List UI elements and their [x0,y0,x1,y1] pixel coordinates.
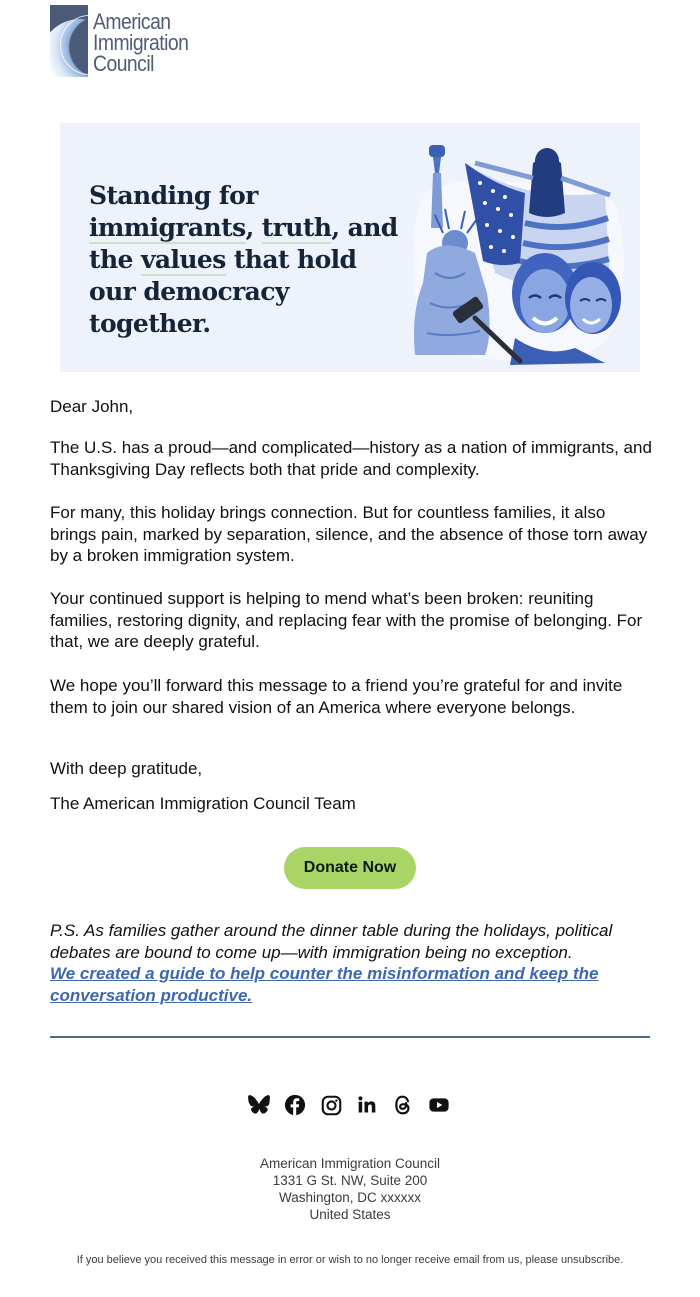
headline-emphasis-values: values [140,245,226,274]
headline-emphasis-truth: truth [261,213,332,242]
logo-line-1: American [93,9,171,34]
threads-icon[interactable] [392,1093,414,1117]
section-divider [50,1036,650,1038]
footer-street: 1331 G St. NW, Suite 200 [272,1173,428,1188]
body-paragraph: Your continued support is helping to mend what’s been broken: reuniting families, restoring dignity, and replacing fear with the promise of belonging. For that, we are deeply grateful. [50,589,643,651]
body-paragraph: The U.S. has a proud—and complicated—history as a nation of immigrants, and Thanksgiving Day reflects both that pride and complexity. [50,438,652,479]
closing: With deep gratitude, [50,759,203,778]
footer-city: Washington, DC xxxxxx [278,1190,422,1205]
body-paragraph: We hope you’ll forward this message to a friend you’re grateful for and invite them to join our shared vision of an America where everyone belongs. [50,676,623,717]
logo-line-2: Immigration [93,30,189,55]
headline-text: , and the [89,213,398,274]
postscript-text: P.S. As families gather around the dinner table during the holidays, political debates are bound to come up—with immigration being no exception. [50,921,613,962]
logo-mark-icon [50,5,88,77]
postscript [50,920,655,1006]
donate-now-button[interactable]: Donate Now [284,847,416,889]
logo-wordmark [93,11,201,77]
unsubscribe-notice [70,1253,630,1267]
hero-collage-image [405,133,630,368]
hero-banner [60,123,640,372]
instagram-icon[interactable] [320,1093,342,1117]
youtube-icon[interactable] [428,1093,450,1117]
bluesky-icon[interactable] [248,1093,270,1117]
footer-org-name: American Immigration Council [259,1156,441,1171]
headline-text: , [245,213,262,242]
linkedin-icon[interactable] [356,1093,378,1117]
footer-country: United States [309,1207,391,1222]
headline-text: Standing for [89,181,258,210]
unsubscribe-link[interactable]: unsubscribe. [560,1254,624,1266]
greeting: Dear John, [50,397,134,416]
body-paragraph: For many, this holiday brings connection. But for countless families, it also brings pain, marked by separation, silence, and the absence of those torn away by a broken immigration system. [50,503,648,565]
logo-line-3: Council [93,51,154,76]
signature: The American Immigration Council Team [50,794,356,813]
facebook-icon[interactable] [284,1093,306,1117]
hero-headline [89,180,399,340]
unsubscribe-text: If you believe you received this message in error or wish to no longer receive email from us, please [76,1254,558,1266]
footer-address [0,1155,700,1223]
organization-logo[interactable] [50,5,210,77]
social-links [248,1093,450,1117]
headline-text: that hold our democracy together. [89,245,357,338]
headline-emphasis-immigrants: immigrants [89,213,246,242]
misinformation-guide-link[interactable]: We created a guide to help counter the misinformation and keep the conversation productive. [50,964,599,1005]
